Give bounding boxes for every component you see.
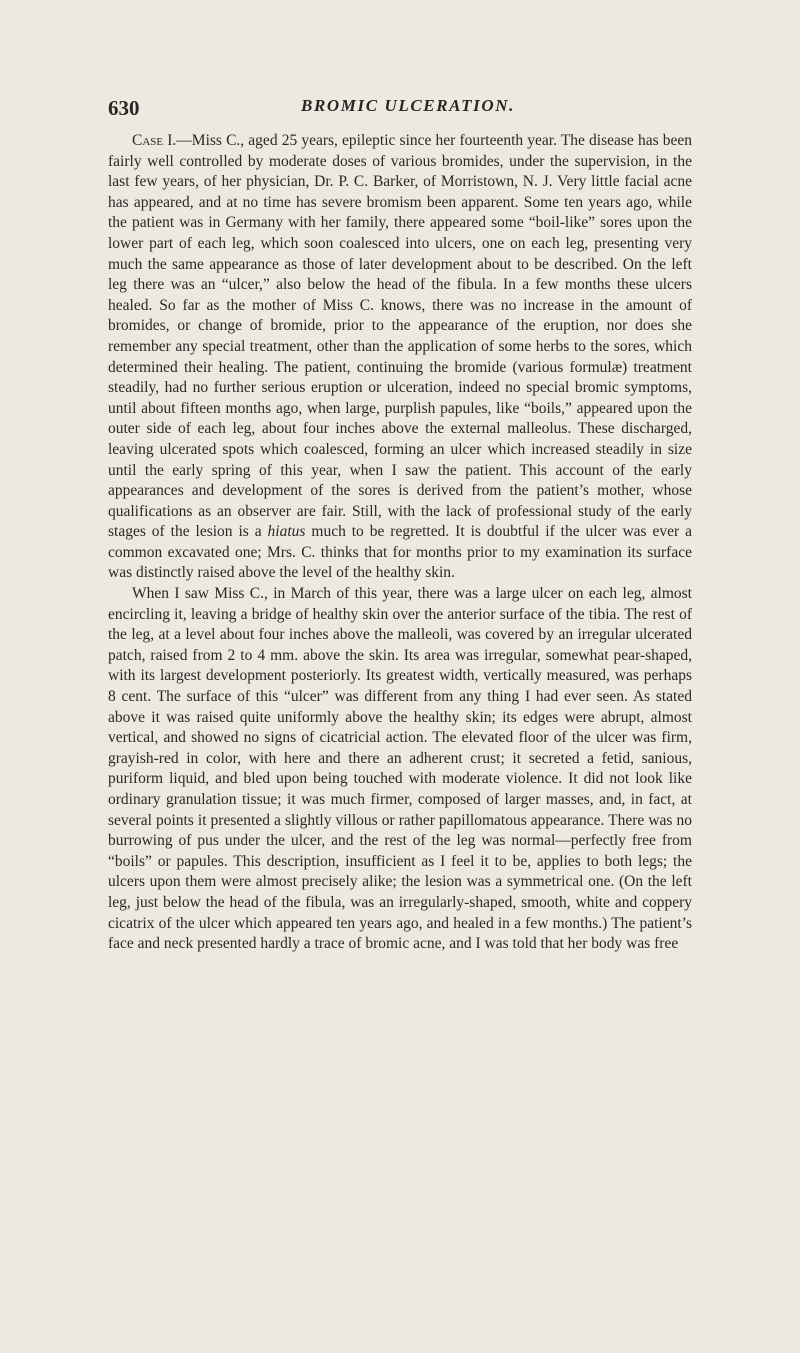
body-text bbox=[108, 131, 692, 955]
paragraph-examination: When I saw Miss C., in March of this year, there was a large ulcer on each leg, almost encircling it, leaving a bridge of healthy skin over the anterior surface of the tibia. The rest of the leg, at a level about four inches above the malleoli, was covered by an irregular ulcerated patch, raised from 2 to 4 mm. above the skin. Its area was irregular, somewhat pear-shaped, with its largest development posteriorly. Its greatest width, vertically measured, was perhaps 8 cent. The surface of this “ulcer” was different from any thing I had ever seen. As stated above it was raised quite uniformly above the healthy skin; its edges were abrupt, almost vertical, and showed no signs of cicatricial action. The elevated floor of the ulcer was firm, grayish-red in color, with here and there an adherent crust; it secreted a fetid, sanious, puriform liquid, and bled upon being touched with moderate violence. It did not look like ordinary granulation tissue; it was much firmer, composed of larger masses, and, in fact, at several points it presented a slightly villous or rather papillomatous appearance. There was no burrowing of pus under the ulcer, and the rest of the leg was normal—perfectly free from “boils” or papules. This description, insufficient as I feel it to be, applies to both legs; the ulcers upon them were almost precisely alike; the lesion was a symmetrical one. (On the left leg, just below the head of the fibula, was an irregularly-shaped, smooth, white and coppery cicatrix of the ulcer which appeared ten years ago, and healed in a few months.) The patient’s face and neck presented hardly a trace of bromic acne, and I was told that her body was free bbox=[108, 585, 692, 953]
paragraph-text: —Miss C., aged 25 years, epileptic since her fourteenth year. The disease has been fairly well controlled by moderate doses of various bromides, under the supervision, in the last few years, of her physician, Dr. P. C. Barker, of Morristown, N. J. Very little facial acne has appeared, and at no time has severe bromism been apparent. Some ten years ago, while the patient was in Germany with her family, there appeared some “boil-like” sores upon the lower part of each leg, which soon coalesced into ulcers, one on each leg, presenting very much the same appearance as those of later development about to be described. On the left leg there was an “ulcer,” also below the head of the fibula. In a few months these ulcers healed. So far as the mother of Miss C. knows, there was no increase in the amount of bromides, or change of bromide, prior to the appearance of the eruption, nor does she remember any special treatment, other than the application of some herbs to the sores, which determined their healing. The patient, continuing the bromide (various formulæ) treatment steadily, had no further serious eruption or ulceration, indeed no special bromic symptoms, until about fifteen months ago, when large, purplish papules, like “boils,” appeared upon the outer side of each leg, about four inches above the external malleolus. These discharged, leaving ulcerated spots which coalesced, forming an ulcer which increased steadily in size until the early spring of this year, when I saw the patient. This account of the early appearances and development of the sores is derived from the patient’s mother, whose qualifications as an observer are fair. Still, with the lack of professional study of the early stages of the lesion is a bbox=[108, 132, 693, 541]
case-label: Case I. bbox=[132, 132, 177, 149]
paragraph-case-1 bbox=[108, 131, 692, 584]
paragraph-text: much to be regretted. It is doubtful if the ulcer was ever a common excavated one; Mrs. C. thinks that for months prior to my examination its surface was distinctly raised above the level of the healthy skin. bbox=[108, 523, 692, 582]
page-header bbox=[108, 96, 690, 126]
page-number: 630 bbox=[108, 96, 140, 120]
italic-term: hiatus bbox=[267, 523, 306, 541]
running-head: BROMIC ULCERATION. bbox=[301, 96, 515, 115]
